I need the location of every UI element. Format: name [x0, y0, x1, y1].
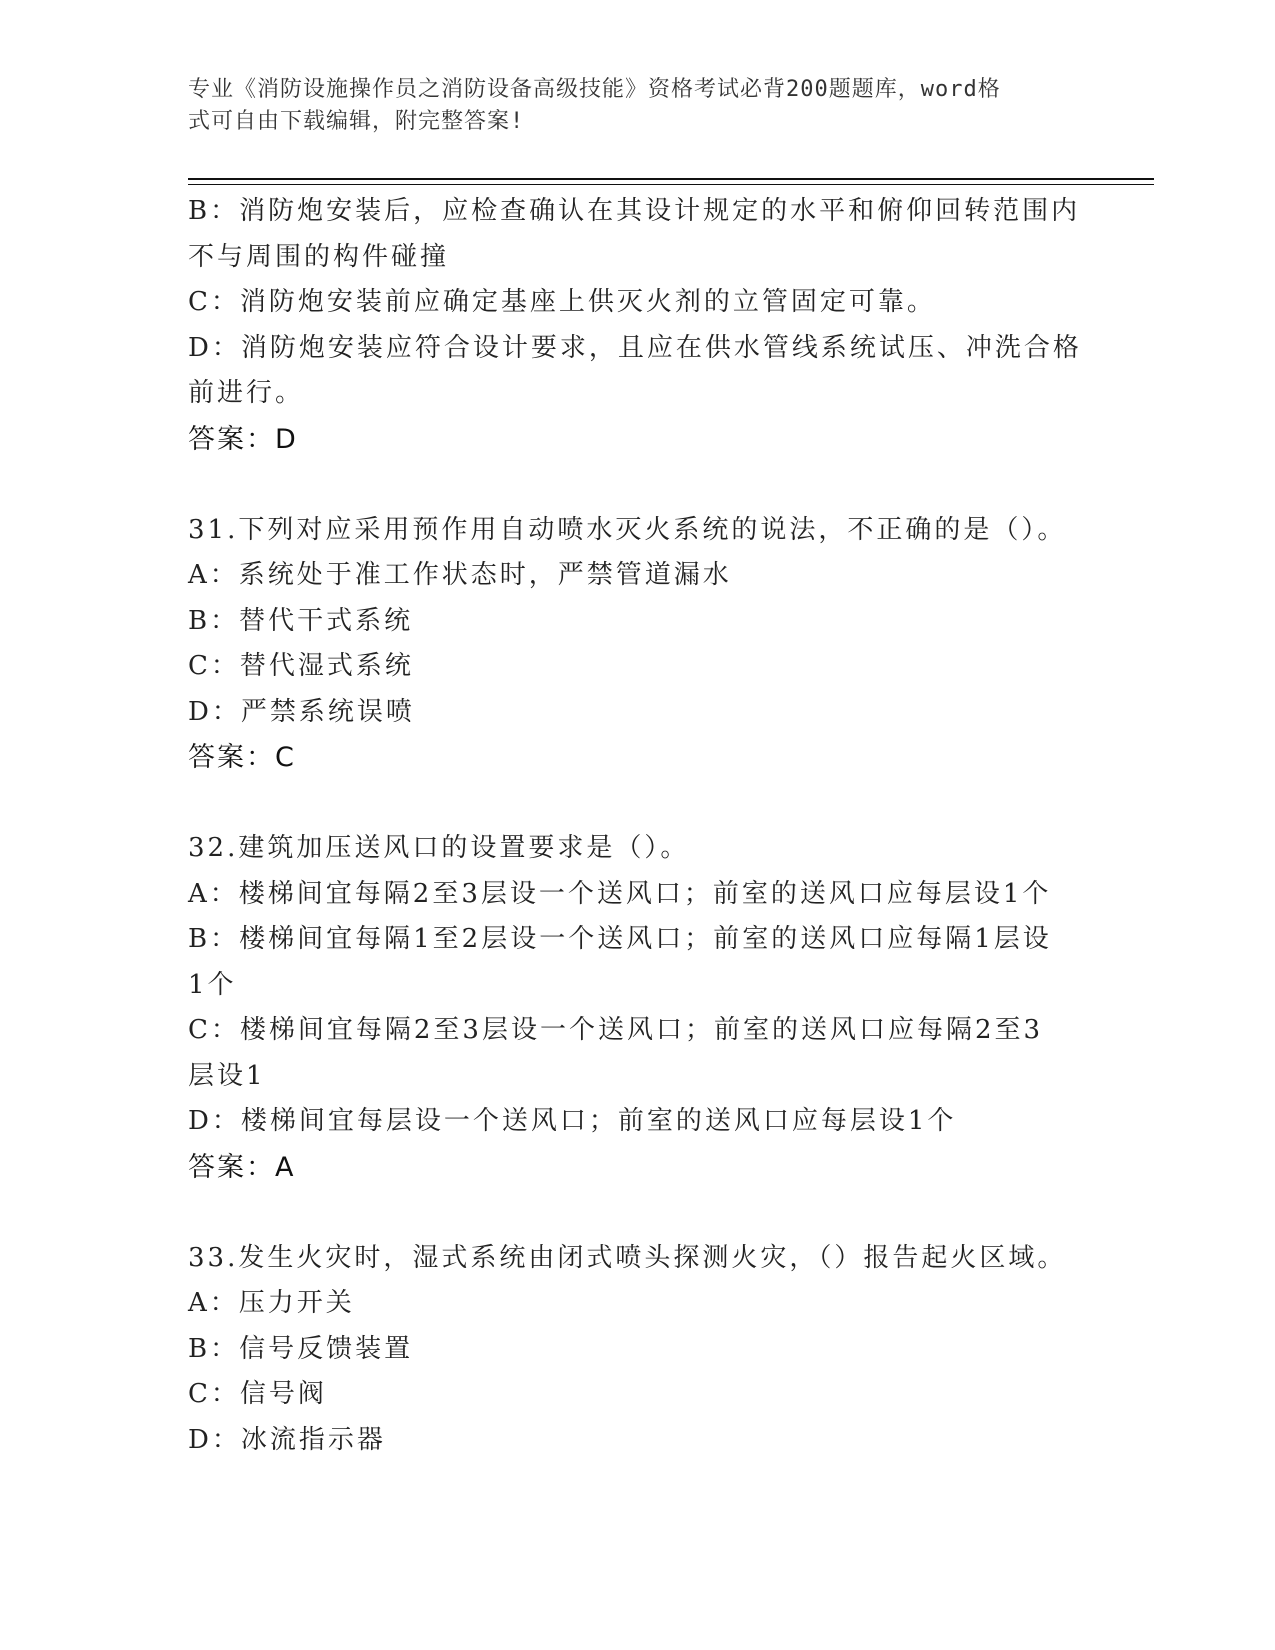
- question-30-continued: [188, 189, 1082, 462]
- option-d: D：严禁系统误喷: [188, 696, 415, 727]
- spacer: [188, 1190, 1068, 1236]
- document-header: [188, 74, 1068, 138]
- question-32: [188, 826, 1068, 1190]
- option-c-line-1: C：楼梯间宜每隔2至3层设一个送风口；前室的送风口应每隔2至3: [188, 1015, 1044, 1045]
- option-a: A：压力开关: [188, 1288, 355, 1318]
- option-b-line-2: 不与周围的构件碰撞: [188, 241, 450, 272]
- option-d-line-2: 前进行。: [188, 378, 305, 408]
- option-c: C：消防炮安装前应确定基座上供灭火剂的立管固定可靠。: [188, 287, 936, 317]
- option-c: C：替代湿式系统: [188, 651, 414, 681]
- answer: 答案：C: [188, 742, 296, 773]
- question-stem: 32.建筑加压送风口的设置要求是（）。: [188, 833, 690, 863]
- option-b: B：信号反馈装置: [188, 1333, 414, 1364]
- header-line-2: 式可自由下载编辑，附完整答案!: [188, 109, 525, 134]
- header-divider-thick: [188, 178, 1154, 180]
- option-b-line-2: 1个: [188, 969, 237, 1000]
- question-31: [188, 508, 1068, 781]
- option-a: A：系统处于准工作状态时，严禁管道漏水: [188, 560, 732, 590]
- answer: 答案：D: [188, 423, 298, 455]
- option-c-line-2: 层设1: [188, 1060, 266, 1091]
- option-d: D：冰流指示器: [188, 1424, 386, 1455]
- option-d-line-1: D：消防炮安装应符合设计要求，且应在供水管线系统试压、冲洗合格: [188, 332, 1082, 363]
- header-divider-thin: [188, 184, 1154, 185]
- option-b-line-1: B：消防炮安装后，应检查确认在其设计规定的水平和俯仰回转范围内: [188, 196, 1081, 226]
- option-d: D：楼梯间宜每层设一个送风口；前室的送风口应每层设1个: [188, 1106, 957, 1136]
- option-c: C：信号阀: [188, 1379, 327, 1409]
- option-b: B：替代干式系统: [188, 605, 414, 636]
- spacer: [188, 781, 1068, 827]
- question-stem: 31.下列对应采用预作用自动喷水灭火系统的说法，不正确的是（）。: [188, 514, 1067, 545]
- answer: 答案：A: [188, 1151, 296, 1183]
- question-stem: 33.发生火灾时，湿式系统由闭式喷头探测火灾，（）报告起火区域。: [188, 1242, 1067, 1273]
- header-line-1: 专业《消防设施操作员之消防设备高级技能》资格考试必背200题题库，word格: [188, 77, 1001, 102]
- option-a: A：楼梯间宜每隔2至3层设一个送风口；前室的送风口应每层设1个: [188, 878, 1052, 909]
- question-content: [188, 189, 1082, 1463]
- spacer: [188, 462, 1068, 508]
- option-b-line-1: B：楼梯间宜每隔1至2层设一个送风口；前室的送风口应每隔1层设: [188, 924, 1052, 954]
- question-33: [188, 1236, 1068, 1464]
